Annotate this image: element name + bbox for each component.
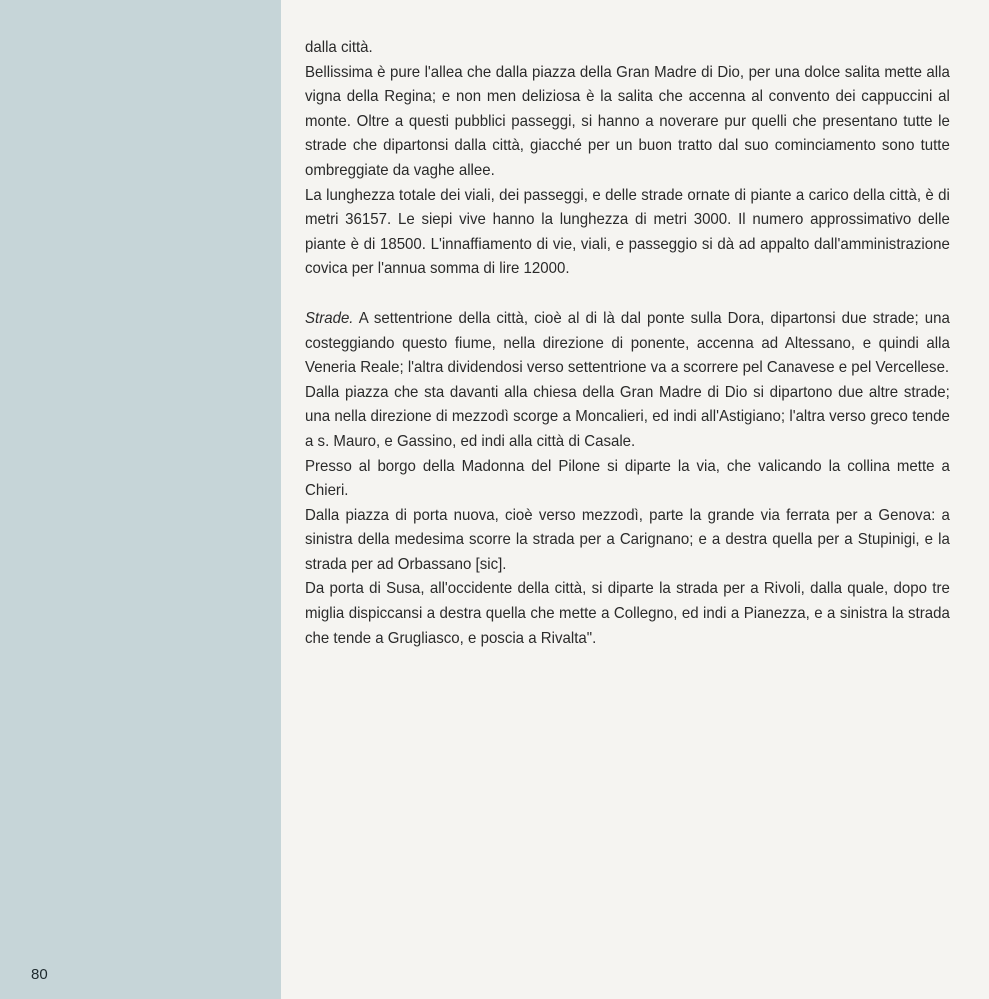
paragraph: La lunghezza totale dei viali, dei passeggi, e delle strade ornate di piante a carico della città, è di metri 36157. Le siepi vive hanno la lunghezza di metri 3000. Il numero approssimativo delle piante è di 18500. L'innaffiamento di vie, viali, e passeggio si dà ad appalto dall'amministrazione covica per l'annua somma di lire 12000.: [305, 186, 950, 278]
paragraph: Da porta di Susa, all'occidente della città, si diparte la strada per a Rivoli, dalla quale, dopo tre miglia dispiccansi a destra quella che mette a Collegno, ed indi a Pianezza, e a sinistra la strada che tende a Grugliasco, e poscia a Rivalta".: [305, 580, 950, 647]
section-lead-text: A settentrione della città, cioè al di là dal ponte sulla Dora, dipartonsi due strade; una costeggiando questo fiume, nella direzione di ponente, accenna ad Altessano, e quindi alla Veneria Reale; l'altra dividendosi verso settentrione va a scorrere pel Canavese e pel Vercellese.: [305, 309, 950, 377]
paragraph: dalla città.: [305, 39, 373, 56]
section-lead: Strade.: [305, 309, 354, 327]
page-number: 80: [31, 966, 48, 983]
paragraph: Dalla piazza che sta davanti alla chiesa della Gran Madre di Dio si dipartono due altre strade; una nella direzione di mezzodì scorge a Moncalieri, ed indi all'Astigiano; l'altra verso greco tende a s. Mauro, e Gassino, ed indi alla città di Casale.: [305, 383, 950, 450]
sidebar-band: [0, 0, 281, 999]
paragraph: Dalla piazza di porta nuova, cioè verso mezzodì, parte la grande via ferrata per a Genova: a sinistra della medesima scorre la strada per a Carignano; e a destra quella per a Stupinigi, e la strada per ad Orbassano [sic].: [305, 506, 950, 573]
paragraph: Presso al borgo della Madonna del Pilone si diparte la via, che valicando la collina mette a Chieri.: [305, 457, 950, 500]
paragraph: Bellissima è pure l'allea che dalla piazza della Gran Madre di Dio, per una dolce salita mette alla vigna della Regina; e non men deliziosa è la salita che accenna al convento dei cappuccini al monte. Oltre a questi pubblici passeggi, si hanno a noverare pur quelli che presentano tutte le strade che dipartonsi dalla città, giacché per un buon tratto dal suo cominciamento sono tutte ombreggiate da vaghe allee.: [305, 63, 950, 179]
document-text: [305, 36, 950, 651]
paragraph-strade: [305, 307, 950, 381]
